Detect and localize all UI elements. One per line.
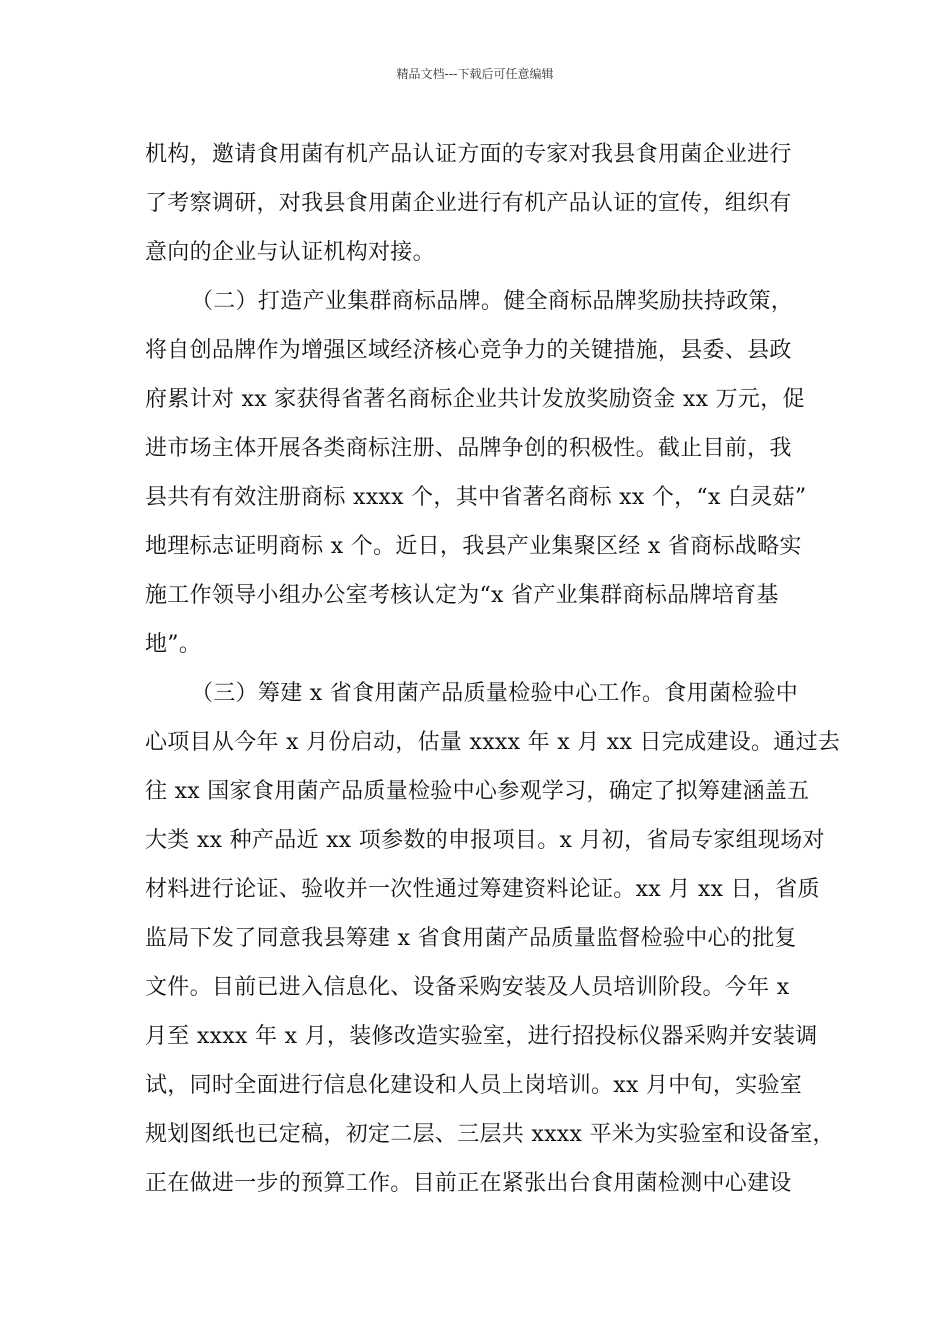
text-line: 往 xx 国家食用菌产品质量检验中心参观学习，确定了拟筹建涵盖五 (145, 779, 810, 804)
text-line: 材料进行论证、验收并一次性通过筹建资料论证。xx 月 xx 日，省质 (145, 877, 820, 902)
text-line: 机构，邀请食用菌有机产品认证方面的专家对我县食用菌企业进行 (145, 142, 792, 167)
page-header: 精品文档---下载后可任意编辑 (396, 67, 554, 81)
text-line: 府累计对 xx 家获得省著名商标企业共计发放奖励资金 xx 万元，促 (145, 387, 805, 412)
document-body (145, 130, 841, 1208)
paragraph-continuation (145, 130, 825, 277)
text-line: 地”。 (145, 632, 202, 657)
paragraph-inspection-center (145, 669, 841, 1208)
text-line: 意向的企业与认证机构对接。 (145, 240, 435, 265)
text-line: 监局下发了同意我县筹建 x 省食用菌产品质量监督检验中心的批复 (145, 926, 797, 951)
text-line: （二）打造产业集群商标品牌。健全商标品牌奖励扶持政策， (191, 289, 794, 314)
text-line: （三）筹建 x 省食用菌产品质量检验中心工作。食用菌检验中 (191, 681, 799, 706)
text-line: 文件。目前已进入信息化、设备采购安装及人员培训阶段。今年 x (145, 975, 790, 1000)
text-line: 大类 xx 种产品近 xx 项参数的申报项目。x 月初，省局专家组现场对 (145, 828, 825, 853)
text-line: 进市场主体开展各类商标注册、品牌争创的积极性。截止目前，我 (145, 436, 792, 461)
text-line: 了考察调研，对我县食用菌企业进行有机产品认证的宣传，组织有 (145, 191, 792, 216)
text-line: 规划图纸也已定稿，初定二层、三层共 xxxx 平米为实验室和设备室， (145, 1122, 835, 1147)
text-line: 月至 xxxx 年 x 月，装修改造实验室，进行招投标仪器采购并安装调 (145, 1024, 818, 1049)
text-line: 地理标志证明商标 x 个。近日，我县产业集聚区经 x 省商标战略实 (145, 534, 802, 559)
text-line: 试，同时全面进行信息化建设和人员上岗培训。xx 月中旬，实验室 (145, 1073, 803, 1098)
text-line: 县共有有效注册商标 xxxx 个，其中省著名商标 xx 个，“x 白灵菇” (145, 485, 807, 510)
text-line: 将自创品牌作为增强区域经济核心竞争力的关键措施，县委、县政 (145, 338, 792, 363)
text-line: 施工作领导小组办公室考核认定为“x 省产业集群商标品牌培育基 (145, 583, 779, 608)
paragraph-trademark-brand (145, 277, 825, 669)
text-line: 正在做进一步的预算工作。目前正在紧张出台食用菌检测中心建设 (145, 1171, 792, 1196)
text-line: 心项目从今年 x 月份启动，估量 xxxx 年 x 月 xx 日完成建设。通过去 (145, 730, 841, 755)
